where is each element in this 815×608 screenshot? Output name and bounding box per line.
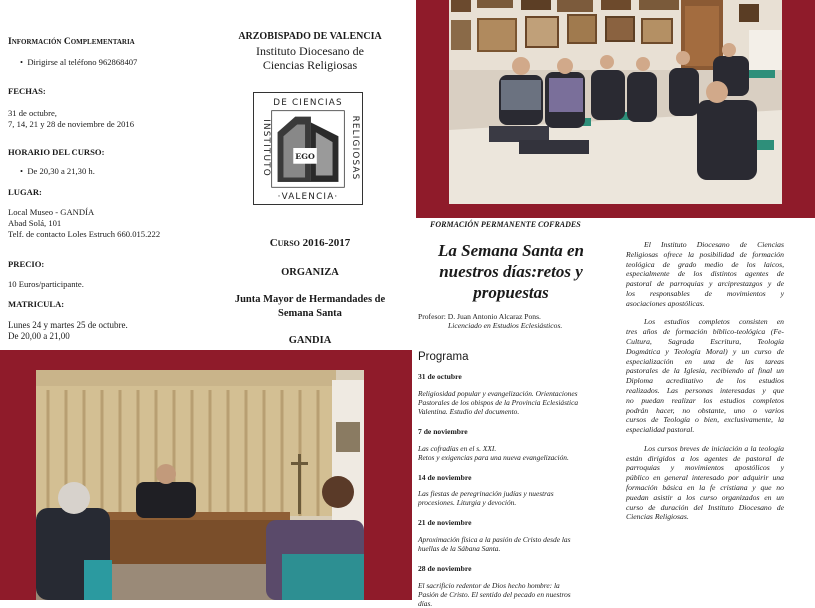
organiza-label: ORGANIZA bbox=[281, 267, 339, 278]
paragraph-line: están dirigidos a los agentes de pastoral de bbox=[626, 453, 784, 463]
programa-item bbox=[418, 473, 616, 508]
precio-heading: PRECIO: bbox=[8, 259, 45, 269]
programa-line: procesiones. Liturgia y devoción. bbox=[418, 498, 517, 508]
paragraph-line: El Instituto Diocesano de Ciencias bbox=[644, 240, 784, 249]
gandia-label: GANDIA bbox=[288, 335, 332, 346]
horario-value: De 20,30 a 21,30 h. bbox=[27, 166, 95, 176]
logo-text-right: RELIGIOSAS bbox=[350, 115, 361, 181]
paragraph-line: curso de duración del Instituto Diocesano de bbox=[626, 502, 784, 512]
programa-date: 7 de noviembre bbox=[418, 426, 468, 436]
paragraph-line: Diploma acreditativo de los estudios bbox=[626, 376, 784, 386]
programa-line: Religiosidad popular y evangelización. Orientaciones bbox=[418, 388, 578, 398]
paragraph-line: especialización en una de las tareas bbox=[626, 356, 784, 366]
bullet-icon: • bbox=[20, 57, 28, 67]
paragraph-line: Religiosas ofrece la posibilidad de formación bbox=[626, 249, 784, 259]
paragraph-line: parroquias y movimientos apostólicos y bbox=[626, 463, 784, 473]
fechas-line2: 7, 14, 21 y 28 de noviembre de 2016 bbox=[8, 119, 135, 129]
lugar-line1: Local Museo - GANDÍA bbox=[8, 207, 95, 217]
formacion-label: FORMACIÓN PERMANENTE COFRADES bbox=[430, 220, 581, 229]
paragraph-line: pastoral de parroquias y arciprestazgos y de bbox=[626, 279, 784, 289]
logo-text-left: INSTITUTO bbox=[260, 119, 271, 177]
logo-text-bottom: ·VALENCIA· bbox=[277, 192, 339, 203]
paragraph-line: especialmente de los distintos agentes de bbox=[626, 269, 784, 279]
course-title-line3: propuestas bbox=[473, 283, 549, 302]
para-1 bbox=[626, 240, 784, 308]
arzobispado-title: ARZOBISPADO DE VALENCIA bbox=[238, 31, 382, 42]
paragraph-line: asociaciones apostólicas. bbox=[626, 298, 705, 308]
programa-line: Retos y exigencias para una nueva evangelización. bbox=[418, 452, 569, 462]
info-item bbox=[20, 57, 137, 68]
info-phone: Dirigirse al teléfono 962868407 bbox=[27, 57, 138, 67]
matricula-line2: De 20,00 a 21,00 bbox=[8, 331, 70, 341]
para-2 bbox=[626, 317, 784, 434]
paragraph-line: Cultura, Sagrada Escritura, Teología bbox=[626, 337, 784, 347]
programa-item bbox=[418, 427, 616, 462]
programa-date: 28 de noviembre bbox=[418, 564, 472, 574]
institute-description bbox=[626, 240, 784, 522]
course-title-line1: La Semana Santa en bbox=[438, 241, 584, 260]
programa-line: El sacrificio redentor de Dios hecho hombre: la bbox=[418, 580, 560, 590]
institute-logo bbox=[253, 92, 363, 205]
lugar-heading: LUGAR: bbox=[8, 187, 42, 197]
programa-line: días. bbox=[418, 598, 433, 608]
paragraph-line: cursos de Teología o bien, exclusivamente, la bbox=[626, 415, 784, 425]
programa-heading: Programa bbox=[418, 351, 469, 363]
paragraph-line: público en general interesado por adquirir una bbox=[626, 473, 784, 483]
lugar-line3: Telf. de contacto Loles Estruch 660.015.222 bbox=[8, 229, 161, 239]
paragraph-line: realizados. Las personas interesadas y que bbox=[626, 385, 784, 395]
paragraph-line: podrán hacer, no obstante, uno o varios bbox=[626, 405, 784, 415]
programa-line: Las fiestas de peregrinación judías y nuestras bbox=[418, 489, 554, 499]
fechas-heading: FECHAS: bbox=[8, 86, 46, 96]
fechas-line1: 31 de octubre, bbox=[8, 108, 57, 118]
paragraph-line: tres años de formación bíblico-teológica (Fe- bbox=[626, 327, 784, 337]
programa-item bbox=[418, 518, 616, 553]
programa-line: Las cofradías en el s. XXI. bbox=[418, 443, 497, 453]
course-title-line2: nuestros días:retos y bbox=[439, 262, 583, 281]
instituto-line2: Ciencias Religiosas bbox=[262, 58, 358, 72]
programa-date: 31 de octubre bbox=[418, 372, 462, 381]
curso-label: Curso 2016-2017 bbox=[269, 237, 351, 249]
programa-item bbox=[418, 564, 616, 608]
paragraph-line: los responsables de movimientos y bbox=[626, 288, 784, 298]
lecture-photo bbox=[36, 370, 364, 600]
programa-line: Aproximación física a la pasión de Cristo desde las bbox=[418, 535, 571, 545]
paragraph-line: Los estudios completos consisten en bbox=[644, 317, 784, 327]
paragraph-line: teológica de grado medio de los laicos, bbox=[626, 259, 784, 269]
bullet-icon: • bbox=[20, 166, 28, 176]
para-3 bbox=[626, 444, 784, 522]
programa-item bbox=[418, 372, 616, 416]
programa-list bbox=[418, 372, 616, 608]
precio-value: 10 Euros/participante. bbox=[8, 279, 84, 289]
paragraph-line: formación básica en la fe cristiana y que no bbox=[626, 482, 784, 492]
programa-date: 21 de noviembre bbox=[418, 518, 472, 528]
horario-item bbox=[20, 166, 95, 177]
junta-line1: Junta Mayor de Hermandades de bbox=[234, 294, 386, 305]
profesor-title: Licenciado en Estudios Eclesiásticos. bbox=[448, 321, 563, 330]
instituto-line1: Instituto Diocesano de bbox=[256, 44, 364, 58]
svg-text:EGO: EGO bbox=[295, 151, 315, 161]
paragraph-line: puedan asistir a los curso organizados en un bbox=[626, 492, 784, 502]
programa-line: Valentina. Estudio del documento. bbox=[418, 406, 520, 416]
programa-line: huellas de la Sábana Santa. bbox=[418, 544, 501, 554]
programa-date: 14 de noviembre bbox=[418, 472, 472, 482]
info-heading: Información Complementaria bbox=[8, 37, 135, 47]
audience-photo bbox=[449, 0, 782, 204]
paragraph-line: pastorales de la Iglesia, recibiendo al final un bbox=[626, 366, 784, 376]
junta-line2: Semana Santa bbox=[278, 308, 342, 319]
paragraph-line: Los cursos breves de iniciación a la teología bbox=[644, 443, 784, 453]
matricula-line1: Lunes 24 y martes 25 de octubre. bbox=[8, 320, 128, 330]
horario-heading: HORARIO DEL CURSO: bbox=[8, 147, 105, 157]
programa-line: Pasión de Cristo. El sentido del pecado en nuestros bbox=[418, 589, 571, 599]
matricula-heading: MATRICULA: bbox=[8, 299, 65, 309]
paragraph-line: Dogmática y Teología Moral) y un curso de bbox=[626, 346, 784, 356]
profesor-label: Profesor: D. Juan Antonio Alcaraz Pons. bbox=[418, 312, 541, 321]
logo-text-top: DE CIENCIAS bbox=[273, 97, 343, 108]
paragraph-line: no puedan realizar los estudios completos bbox=[626, 395, 784, 405]
paragraph-line: especialidad pastoral. bbox=[626, 425, 695, 435]
programa-line: Pastorales de los obispos de la Provincia Eclesiástica bbox=[418, 397, 579, 407]
lugar-line2: Abad Solá, 101 bbox=[8, 218, 62, 228]
paragraph-line: Ciencias Religiosas. bbox=[626, 512, 689, 522]
